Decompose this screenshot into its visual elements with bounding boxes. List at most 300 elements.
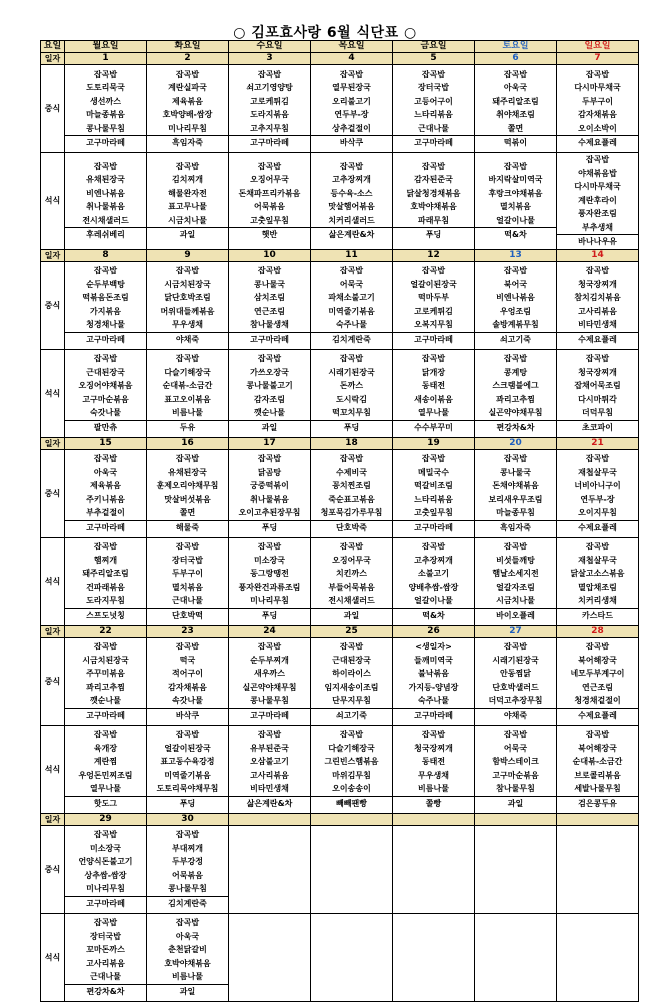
menu-item: 햄날소세지전 xyxy=(492,569,539,578)
menu-item: 도라지볶음 xyxy=(250,110,289,119)
menu-item: 취나물볶음 xyxy=(250,494,289,504)
menu-item: 제육볶음 xyxy=(172,96,203,106)
menu-item: 돼주리알조림 xyxy=(82,569,129,578)
dinner-cell xyxy=(475,153,557,250)
menu-item: 잡채어묵조림 xyxy=(574,381,621,390)
date-row xyxy=(41,625,639,637)
date-cell: 10 xyxy=(229,249,311,261)
menu-item: 잡곡밥 xyxy=(503,454,528,463)
menu-item: 과일 xyxy=(311,608,392,623)
menu-item: 수제요플레 xyxy=(557,520,638,535)
menu-item: 닭살고소스볶음 xyxy=(570,569,625,578)
menu-item: 유부된준국 xyxy=(250,743,289,753)
lunch-cell xyxy=(393,65,475,153)
date-cell: 11 xyxy=(311,249,393,261)
menu-item: 스프도넛칭 xyxy=(65,608,146,623)
menu-item: 새송이볶음 xyxy=(414,394,453,404)
menu-item: 두부강정 xyxy=(172,857,203,866)
menu-item: 미나리무침 xyxy=(168,123,207,133)
menu-item: 열무나물 xyxy=(90,784,121,793)
menu-item: 도라지무침 xyxy=(86,596,125,605)
menu-item: 잡곡밥 xyxy=(257,354,282,363)
menu-item: 풍자완건과류조림 xyxy=(238,582,301,592)
menu-item: 숙갓나물 xyxy=(90,408,121,417)
menu-item: 미나리무침 xyxy=(250,596,289,605)
menu-item: 스크램블에그 xyxy=(492,381,539,390)
menu-item: 숙주나물 xyxy=(418,696,449,705)
menu-item: 순두부백탕 xyxy=(86,279,125,289)
menu-item: 열무나물 xyxy=(418,408,449,417)
lunch-row xyxy=(41,825,639,913)
menu-item: 잡곡밥 xyxy=(339,642,364,651)
lunch-cell xyxy=(311,637,393,725)
menu-item: 햄찌개 xyxy=(93,555,118,565)
menu-item: 근대나물 xyxy=(418,123,449,133)
menu-item: 잡곡밥 xyxy=(585,542,610,551)
menu-item: 생선까스 xyxy=(90,96,121,106)
menu-item: 적어구이 xyxy=(172,669,203,678)
menu-item: 도토리묵국 xyxy=(86,83,125,92)
menu-item: 소불고기 xyxy=(418,569,449,578)
dinner-cell xyxy=(65,725,147,813)
menu-item: 비름나물 xyxy=(172,408,203,417)
dinner-cell xyxy=(393,349,475,437)
dinner-row xyxy=(41,913,639,1001)
menu-item: 다시마튀각 xyxy=(578,394,617,404)
menu-item: 감자된준국 xyxy=(414,175,453,185)
menu-item: 참나물무침 xyxy=(496,784,535,793)
menu-item: 잡곡밥 xyxy=(503,542,528,551)
lunch-cell xyxy=(229,261,311,349)
lunch-cell xyxy=(393,261,475,349)
menu-item: 잡곡밥 xyxy=(93,454,118,463)
menu-item: 쇠고기죽 xyxy=(475,332,556,347)
dinner-cell xyxy=(475,725,557,813)
menu-item: 가지등-양념장 xyxy=(408,682,459,692)
lunch-cell xyxy=(147,65,229,153)
menu-item: 과일 xyxy=(147,227,228,242)
dinner-cell xyxy=(311,537,393,625)
menu-item: 쫄면 xyxy=(507,123,524,133)
menu-item: 순두부찌개 xyxy=(250,655,289,665)
menu-item: 잡곡밥 xyxy=(339,454,364,463)
dinner-cell xyxy=(475,913,557,1001)
menu-item: 잡곡밥 xyxy=(257,542,282,551)
menu-item: 돼주리알조림 xyxy=(492,96,539,106)
menu-item: 잡곡밥 xyxy=(339,730,364,739)
menu-item: 잡곡밥 xyxy=(93,642,118,651)
lunch-cell xyxy=(475,637,557,725)
lunch-cell xyxy=(311,449,393,537)
menu-item: 들깨미역국 xyxy=(414,655,453,665)
menu-item: 연두부-장 xyxy=(580,494,615,504)
menu-item: 떡볶음돈조림 xyxy=(82,293,129,302)
menu-item: 보리새우무조림 xyxy=(488,494,543,504)
menu-item: 고구마라떼 xyxy=(393,135,474,150)
menu-item: 과일 xyxy=(147,984,228,999)
menu-item: 어묵국 xyxy=(503,743,528,753)
date-cell xyxy=(393,813,475,825)
menu-item: 호박야채볶음 xyxy=(410,202,457,212)
menu-item: 잡곡밥 xyxy=(421,454,446,463)
dinner-cell xyxy=(393,537,475,625)
menu-item: 동태전 xyxy=(421,381,446,390)
menu-item: 부대찌개 xyxy=(172,843,203,853)
menu-item: 파채소불고기 xyxy=(328,293,375,302)
menu-item: 고추장찌개 xyxy=(414,555,453,565)
menu-item: 미역줄기볶음 xyxy=(328,306,375,316)
dinner-cell xyxy=(229,913,311,1001)
menu-item: 떡&차 xyxy=(475,227,556,242)
lunch-label: 중식 xyxy=(41,261,65,349)
menu-item: 치커리샐러드 xyxy=(328,215,375,225)
date-cell: 12 xyxy=(393,249,475,261)
menu-item: 유채된장국 xyxy=(86,175,125,185)
menu-item: 삶은계란&차 xyxy=(311,227,392,242)
menu-item: 고구마라떼 xyxy=(393,708,474,723)
menu-item: 하이라이스 xyxy=(332,669,371,678)
menu-item: 계란찜 xyxy=(93,757,118,766)
menu-item: 잡곡밥 xyxy=(339,161,364,171)
menu-item: 잡곡밥 xyxy=(257,69,282,79)
lunch-cell xyxy=(311,825,393,913)
menu-item: 어묵볶음 xyxy=(172,870,203,880)
menu-item: 우엉돈민찌조림 xyxy=(78,770,133,780)
lunch-cell xyxy=(229,449,311,537)
lunch-cell xyxy=(229,65,311,153)
menu-item: 새우까스 xyxy=(254,669,285,678)
menu-item: 멸치볶음 xyxy=(500,202,531,212)
menu-item: 고사리볶음 xyxy=(86,958,125,968)
date-cell: 5 xyxy=(393,53,475,65)
menu-item: 치커리생채 xyxy=(578,596,617,605)
dinner-cell xyxy=(65,537,147,625)
dinner-row xyxy=(41,537,639,625)
dinner-cell xyxy=(311,725,393,813)
menu-item: 고추지무침 xyxy=(250,123,289,133)
menu-item: 근대된장국 xyxy=(86,367,125,377)
menu-item: 표고무나물 xyxy=(168,202,207,212)
dinner-cell xyxy=(393,153,475,250)
menu-item: 고추장찌개 xyxy=(332,175,371,185)
menu-item: 얼갈이된장국 xyxy=(164,743,211,753)
weekday-header: 일요일 xyxy=(557,41,639,53)
menu-item: 해물완자전 xyxy=(168,188,207,198)
menu-item: 취나물볶음 xyxy=(86,202,125,212)
menu-item: 야채죽 xyxy=(475,708,556,723)
menu-item: 바삭쿠 xyxy=(147,708,228,723)
menu-item: 잡곡밥 xyxy=(421,542,446,551)
date-cell: 18 xyxy=(311,437,393,449)
menu-item: 오징어무국 xyxy=(332,555,371,565)
menu-item: 실곤약야채무침 xyxy=(242,682,297,692)
menu-item: 햇반 xyxy=(229,227,310,242)
menu-item: 너비아니구이 xyxy=(574,481,621,490)
weekday-header-row xyxy=(41,41,639,53)
menu-item: 잡곡밥 xyxy=(339,69,364,79)
menu-item: 시래기된장국 xyxy=(328,367,375,377)
menu-item: 비타민생채 xyxy=(578,320,617,329)
menu-item: 동태전 xyxy=(421,757,446,766)
menu-item: 다시마무채국 xyxy=(574,83,621,92)
menu-item: 잡곡밥 xyxy=(421,354,446,363)
menu-item: 잡곡밥 xyxy=(175,69,200,79)
menu-item: 파래무침 xyxy=(418,215,449,225)
dinner-label: 석식 xyxy=(41,349,65,437)
menu-item: 편강차&차 xyxy=(65,984,146,999)
menu-item: 마늘종볶음 xyxy=(86,110,125,119)
menu-item: 취야채조림 xyxy=(496,110,535,119)
menu-item: 잡곡밥 xyxy=(93,354,118,363)
menu-item: 잡곡밥 xyxy=(257,161,282,171)
menu-item: 상추겉절이 xyxy=(332,123,371,133)
menu-item: 도토리묵야채무침 xyxy=(156,784,219,793)
lunch-row xyxy=(41,261,639,349)
date-cell: 19 xyxy=(393,437,475,449)
menu-item: 떡마두부 xyxy=(418,293,449,302)
menu-item: 느타리볶음 xyxy=(414,110,453,119)
menu-item: 전시채샐러드 xyxy=(82,215,129,225)
menu-item: 잡곡밥 xyxy=(503,730,528,739)
lunch-row xyxy=(41,637,639,725)
menu-item: 오징어무국 xyxy=(250,175,289,185)
menu-item: 메밀국수 xyxy=(418,467,449,477)
menu-item: 비름나물 xyxy=(172,972,203,981)
menu-item: 열무된장국 xyxy=(332,83,371,92)
menu-item: 춘천닭갈비 xyxy=(168,945,207,954)
menu-item: 수제비국 xyxy=(336,467,367,477)
date-cell: 24 xyxy=(229,625,311,637)
menu-item: 고사리볶음 xyxy=(578,306,617,316)
menu-item: 떡갈비조림 xyxy=(414,481,453,490)
menu-item: 카스타드 xyxy=(557,608,638,623)
menu-item: 동그랑땡전 xyxy=(250,569,289,578)
menu-item: 잡곡밥 xyxy=(93,542,118,551)
menu-item: 얼갈이나물 xyxy=(496,215,535,225)
menu-item: 속갓나물 xyxy=(172,696,203,705)
menu-item: 잡곡밥 xyxy=(175,542,200,551)
menu-item: 잡곡밥 xyxy=(339,354,364,363)
date-cell: 3 xyxy=(229,53,311,65)
menu-item: 단호박죽 xyxy=(311,520,392,535)
menu-item: 고구마순볶음 xyxy=(82,394,129,404)
date-row xyxy=(41,53,639,65)
dinner-cell xyxy=(147,913,229,1001)
menu-item: 고구마라떼 xyxy=(65,520,146,535)
menu-item: 청국장찌개 xyxy=(578,279,617,289)
menu-item: 시금치된장국 xyxy=(82,655,129,665)
menu-item: 잡곡밥 xyxy=(257,266,282,275)
dinner-cell xyxy=(475,537,557,625)
dinner-row xyxy=(41,349,639,437)
date-cell: 4 xyxy=(311,53,393,65)
menu-item: 안동찜닭 xyxy=(500,669,531,678)
date-row xyxy=(41,813,639,825)
menu-item: 바삭쿠 xyxy=(311,135,392,150)
menu-item: 비름나물 xyxy=(418,784,449,793)
menu-item: 유채된장국 xyxy=(168,467,207,477)
menu-item: 청경채겉절이 xyxy=(574,696,621,705)
weekday-header: 수요일 xyxy=(229,41,311,53)
dinner-cell xyxy=(475,349,557,437)
menu-item: 궁중떡볶이 xyxy=(250,481,289,490)
menu-item: 고로케튀김 xyxy=(414,306,453,316)
menu-item: 고춧잎무침 xyxy=(250,215,289,225)
menu-item: 표고동수육강정 xyxy=(160,757,215,766)
menu-item: 제육볶음 xyxy=(90,481,121,490)
date-cell: 17 xyxy=(229,437,311,449)
dinner-cell xyxy=(65,153,147,250)
dinner-row xyxy=(41,153,639,250)
dinner-cell xyxy=(147,725,229,813)
menu-item: 느타리볶음 xyxy=(414,494,453,504)
menu-item: 잡곡밥 xyxy=(585,266,610,275)
menu-item: 콩나물무침 xyxy=(250,696,289,705)
dinner-cell xyxy=(557,725,639,813)
dinner-cell xyxy=(147,153,229,250)
dinner-label: 석식 xyxy=(41,153,65,250)
menu-item: 감자조림 xyxy=(254,394,285,404)
menu-item: 장터국밥 xyxy=(418,83,449,92)
date-cell: 14 xyxy=(557,249,639,261)
menu-item: 바지락살미역국 xyxy=(488,175,543,185)
menu-item: 순대볶-소금간 xyxy=(162,381,213,390)
menu-item: 단호박샐러드 xyxy=(492,682,539,692)
date-row xyxy=(41,249,639,261)
lunch-cell xyxy=(311,261,393,349)
menu-item: 오이고추된장무침 xyxy=(238,508,301,517)
menu-item: 과일 xyxy=(229,420,310,435)
menu-item: 떡꼬치무침 xyxy=(332,408,371,417)
menu-item: 잡곡밥 xyxy=(93,918,118,927)
menu-item: 두부구이 xyxy=(172,569,203,578)
menu-item: 건파래볶음 xyxy=(86,582,125,592)
menu-item: 잡곡밥 xyxy=(421,69,446,79)
menu-item: 떡국 xyxy=(179,655,196,665)
menu-item: 고사리볶음 xyxy=(250,770,289,780)
menu-item: 미소장국 xyxy=(90,843,121,853)
menu-item: 얼갈이된장국 xyxy=(410,279,457,289)
menu-item: 떡&차 xyxy=(393,608,474,623)
menu-item: 잡곡밥 xyxy=(585,155,610,164)
dinner-cell xyxy=(65,349,147,437)
date-cell: 7 xyxy=(557,53,639,65)
menu-item: 죽순표고볶음 xyxy=(328,494,375,504)
menu-item: 전시채샐러드 xyxy=(328,596,375,605)
menu-item: 오리불고기 xyxy=(332,96,371,106)
menu-item: 잡곡밥 xyxy=(257,454,282,463)
menu-item: 함박스테이크 xyxy=(492,757,539,766)
lunch-cell xyxy=(229,637,311,725)
menu-item: 고구마라떼 xyxy=(65,708,146,723)
menu-item: 숙주나물 xyxy=(336,320,367,329)
menu-item: 더덕무침 xyxy=(582,408,613,417)
menu-item: 오복지무침 xyxy=(414,320,453,329)
menu-item: 콩나물국 xyxy=(254,279,285,289)
menu-item: 꽈리고추찜 xyxy=(86,682,125,692)
menu-item: 재첩살무국 xyxy=(578,555,617,565)
menu-item: 잡곡밥 xyxy=(503,642,528,651)
weekday-header: 금요일 xyxy=(393,41,475,53)
lunch-cell xyxy=(557,261,639,349)
menu-item: 상추쌈-쌈장 xyxy=(84,870,127,880)
menu-item: 훈제오리야채무침 xyxy=(156,481,219,490)
menu-item: 부추생채 xyxy=(582,222,613,232)
menu-item: 마늘종무침 xyxy=(496,508,535,517)
menu-item: 삶은계란&차 xyxy=(229,796,310,811)
menu-item: 두부구이 xyxy=(582,96,613,106)
menu-item: 수제요플레 xyxy=(557,135,638,150)
dinner-cell xyxy=(557,537,639,625)
menu-item: 등수육-소스 xyxy=(330,188,373,198)
date-cell xyxy=(311,813,393,825)
date-cell: 16 xyxy=(147,437,229,449)
menu-item: 김치계란죽 xyxy=(147,896,228,911)
menu-item: 잡곡밥 xyxy=(585,730,610,739)
lunch-cell xyxy=(65,825,147,913)
menu-item: 우엉조림 xyxy=(500,306,531,316)
dinner-cell xyxy=(229,153,311,250)
menu-item: 꽈리고추찜 xyxy=(496,394,535,404)
menu-item: 고등어구이 xyxy=(414,96,453,106)
dinner-cell xyxy=(311,913,393,1001)
menu-item: 흑임자죽 xyxy=(147,135,228,150)
menu-item: 더덕고추장무침 xyxy=(488,696,543,705)
menu-item: 감자채볶음 xyxy=(578,110,617,119)
lunch-cell xyxy=(393,449,475,537)
menu-item: 흑임자죽 xyxy=(475,520,556,535)
date-cell: 15 xyxy=(65,437,147,449)
menu-item: 아욱국 xyxy=(503,83,528,92)
menu-item: 고구마순볶음 xyxy=(492,770,539,780)
menu-item: 잡곡밥 xyxy=(503,161,528,171)
menu-item: 어묵볶음 xyxy=(254,202,285,212)
date-cell: 27 xyxy=(475,625,557,637)
lunch-cell xyxy=(65,637,147,725)
menu-item: 풍자완조림 xyxy=(578,209,617,218)
menu-item: 초코파이 xyxy=(557,420,638,435)
menu-item: 바나나우유 xyxy=(557,234,638,249)
lunch-cell xyxy=(147,261,229,349)
menu-item: 계란실파국 xyxy=(168,83,207,92)
lunch-cell xyxy=(229,825,311,913)
menu-item: 콩나물무침 xyxy=(86,123,125,133)
lunch-row xyxy=(41,65,639,153)
menu-item: 북어국 xyxy=(503,279,528,289)
menu-item: 양배추쌈-쌈장 xyxy=(408,582,459,592)
menu-item: 고구마라떼 xyxy=(393,520,474,535)
menu-item: 검은콩두유 xyxy=(557,796,638,811)
menu-item: 편강차&차 xyxy=(475,420,556,435)
dinner-cell xyxy=(393,725,475,813)
lunch-label: 중식 xyxy=(41,449,65,537)
menu-item: 푸딩 xyxy=(229,608,310,623)
menu-item: 육개장 xyxy=(93,743,118,753)
menu-item: 맛살햄어볶음 xyxy=(328,202,375,212)
menu-item: 미나리무침 xyxy=(86,884,125,893)
menu-item: 잡곡밥 xyxy=(257,642,282,651)
menu-item: 콩나물불고기 xyxy=(246,381,293,390)
menu-item: 청경채나물 xyxy=(86,320,125,329)
menu-item: 김치계란죽 xyxy=(311,332,392,347)
menu-item: 청국장찌개 xyxy=(414,743,453,753)
menu-item: 멸압채조림 xyxy=(578,582,617,592)
date-cell: 13 xyxy=(475,249,557,261)
menu-item: 치킨까스 xyxy=(336,569,367,578)
lunch-row xyxy=(41,449,639,537)
menu-item: 언양식돈불고기 xyxy=(78,857,133,866)
menu-item: 호박야채볶음 xyxy=(164,958,211,968)
